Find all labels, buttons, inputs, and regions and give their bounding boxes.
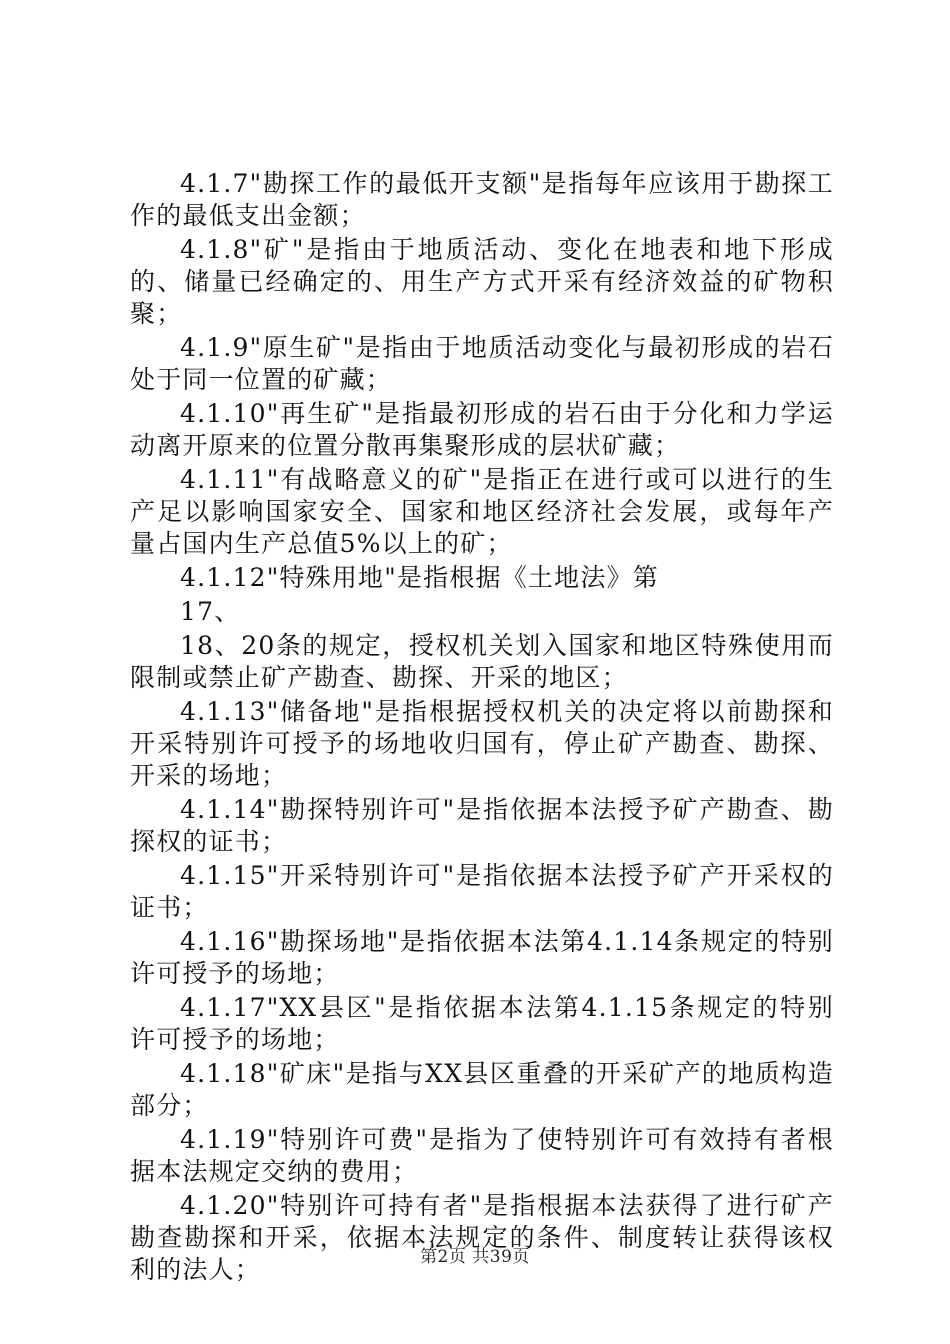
paragraph-4-1-19: 4.1.19"特别许可费"是指为了使特别许可有效持有者根据本法规定交纳的费用； [130, 1125, 834, 1186]
paragraph-4-1-14: 4.1.14"勘探特别许可"是指依据本法授予矿产勘查、勘探权的证书； [130, 795, 834, 856]
paragraph-4-1-8: 4.1.8"矿"是指由于地质活动、变化在地表和地下形成的、储量已经确定的、用生产方式开采有经济效益的矿物积聚； [130, 235, 834, 328]
paragraph-4-1-13: 4.1.13"储备地"是指根据授权机关的决定将以前勘探和开采特别许可授予的场地收归国有，停止矿产勘查、勘探、开采的场地； [130, 697, 834, 790]
paragraph-4-1-15: 4.1.15"开采特别许可"是指依据本法授予矿产开采权的证书； [130, 861, 834, 922]
paragraph-4-1-7: 4.1.7"勘探工作的最低开支额"是指每年应该用于勘探工作的最低支出金额； [130, 169, 834, 230]
paragraph-4-1-12: 4.1.12"特殊用地"是指根据《土地法》第 [180, 563, 659, 592]
paragraph-4-1-17: 4.1.17"XX县区"是指依据本法第4.1.15条规定的特别许可授予的场地； [130, 993, 834, 1054]
paragraph-4-1-11: 4.1.11"有战略意义的矿"是指正在进行或可以进行的生产足以影响国家安全、国家和地区经济社会发展，或每年产量占国内生产总值5%以上的矿； [130, 465, 834, 558]
page-number-footer: 第2页 共39页 [420, 1247, 530, 1267]
paragraph-4-1-10: 4.1.10"再生矿"是指最初形成的岩石由于分化和力学运动离开原来的位置分散再集聚形成的层状矿藏； [130, 399, 834, 460]
paragraph-4-1-16: 4.1.16"勘探场地"是指依据本法第4.1.14条规定的特别许可授予的场地； [130, 927, 834, 988]
paragraph-4-1-18: 4.1.18"矿床"是指与XX县区重叠的开采矿产的地质构造部分； [130, 1059, 834, 1120]
paragraph-18-20: 18、20条的规定，授权机关划入国家和地区特殊使用而限制或禁止矿产勘查、勘探、开采的地区； [130, 631, 834, 692]
paragraph-4-1-9: 4.1.9"原生矿"是指由于地质活动变化与最初形成的岩石处于同一位置的矿藏； [130, 333, 834, 394]
paragraph-4-1-20: 4.1.20"特别许可持有者"是指根据本法获得了进行矿产勘查勘探和开采，依据本法规定的条件、制度转让获得该权利的法人； [130, 1191, 834, 1284]
paragraph-17: 17、 [180, 597, 241, 626]
document-body [130, 168, 834, 1288]
